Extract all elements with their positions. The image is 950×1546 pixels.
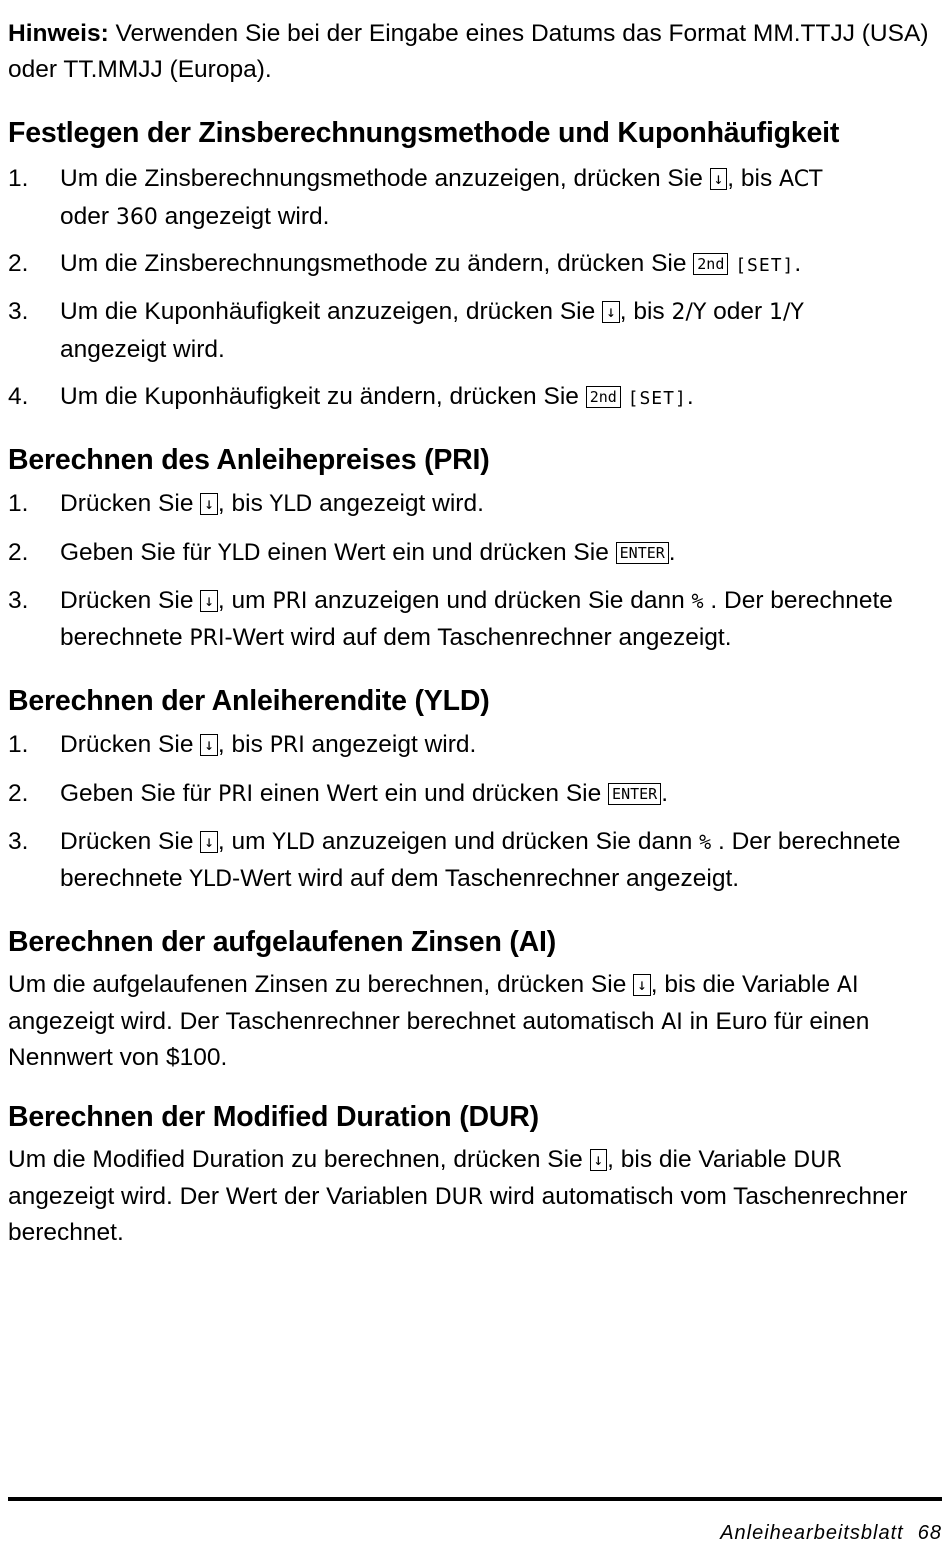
down-arrow-key-icon: ↓ xyxy=(710,168,728,190)
down-arrow-key-icon: ↓ xyxy=(200,590,218,612)
down-arrow-key-icon: ↓ xyxy=(200,734,218,756)
var-yld: YLD xyxy=(189,867,233,892)
set-key-icon: SET xyxy=(747,255,783,276)
note-paragraph xyxy=(8,16,940,88)
down-arrow-key-icon: ↓ xyxy=(633,974,651,996)
paragraph-ai: Um die aufgelaufenen Zinsen zu berechnen, drücken Sie ↓ , bis die Variable AI angezeigt wird. Der Taschenrechner berechnet automatisch AI in Euro für einen Nennwert von $100. xyxy=(8,971,870,1071)
var-dur: DUR xyxy=(793,1148,842,1173)
var-pri: PRI xyxy=(269,733,305,758)
second-key-icon: 2nd xyxy=(693,253,728,275)
set-key-icon: SET xyxy=(639,388,675,409)
heading-anleiherendite: Berechnen der Anleiherendite (YLD) xyxy=(8,685,490,717)
var-yld: YLD xyxy=(217,541,261,566)
page-footer xyxy=(720,1522,942,1545)
var-pri: PRI xyxy=(272,589,308,614)
var-ai: AI xyxy=(836,973,859,998)
var-act: ACT xyxy=(779,167,823,192)
var-dur: DUR xyxy=(434,1184,484,1210)
paragraph-dur: Um die Modified Duration zu berechnen, drücken Sie ↓ , bis die Variable DUR angezeigt wird. Der Wert der Variablen DUR wird automatisch vom Taschenrechner berechnet. xyxy=(8,1146,908,1246)
var-yld: YLD xyxy=(269,492,313,517)
var-1y: 1/Y xyxy=(768,300,804,325)
heading-zinsberechnung: Festlegen der Zinsberechnungsmethode und Kuponhäufigkeit xyxy=(8,117,840,149)
enter-key-icon: ENTER xyxy=(616,542,669,564)
var-yld: YLD xyxy=(272,830,316,855)
var-360: 360 xyxy=(115,205,158,230)
page-number: 68 xyxy=(917,1522,942,1544)
down-arrow-key-icon: ↓ xyxy=(602,301,620,323)
second-key-icon: 2nd xyxy=(586,386,621,408)
down-arrow-key-icon: ↓ xyxy=(200,493,218,515)
enter-key-icon: ENTER xyxy=(608,783,661,805)
var-ai: AI xyxy=(661,1009,683,1035)
var-pri: PRI xyxy=(217,782,254,807)
heading-aufgelaufene-zinsen: Berechnen der aufgelaufenen Zinsen (AI) xyxy=(8,926,557,958)
heading-modified-duration: Berechnen der Modified Duration (DUR) xyxy=(8,1101,539,1133)
footer-title: Anleihearbeitsblatt xyxy=(720,1522,904,1544)
down-arrow-key-icon: ↓ xyxy=(590,1149,608,1171)
percent-key-icon: % xyxy=(699,830,712,854)
var-pri: PRI xyxy=(189,626,225,651)
heading-anleihepreis: Berechnen des Anleihepreises (PRI) xyxy=(8,444,490,476)
note-label: Hinweis: xyxy=(8,20,109,47)
footer-rule xyxy=(8,1497,942,1501)
percent-key-icon: % xyxy=(691,589,704,613)
down-arrow-key-icon: ↓ xyxy=(200,831,218,853)
note-text: Verwenden Sie bei der Eingabe eines Datums das Format MM.TTJJ (USA) oder TT.MMJJ (Europa). xyxy=(8,20,929,83)
var-2y: 2/Y xyxy=(671,300,707,325)
